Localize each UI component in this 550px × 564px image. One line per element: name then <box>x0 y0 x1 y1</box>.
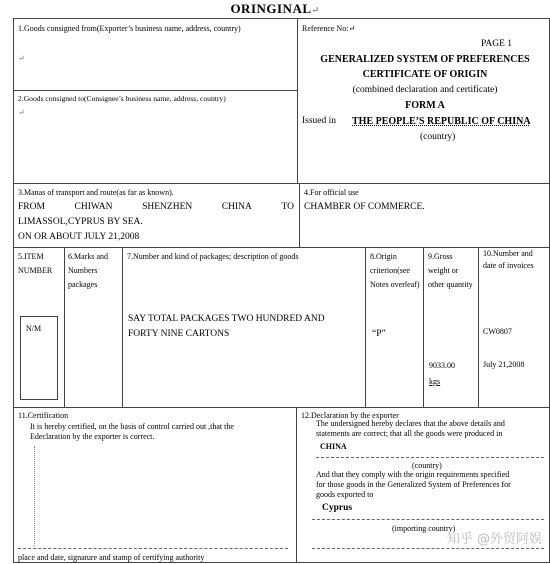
invoice-number: CW0807 <box>483 327 512 336</box>
certificate-subheading: (combined declaration and certificate) <box>352 85 498 95</box>
country-caption-12: (country) <box>412 461 442 470</box>
consignee-label: 2.Goods consigned to(Consignee’s business name, address, country) <box>18 94 226 103</box>
divider <box>478 247 479 407</box>
divider <box>296 407 297 563</box>
item-number-header: 5.ITEM NUMBER <box>18 252 53 275</box>
paragraph-mark: ↵ <box>311 5 320 15</box>
declaration-line-1: The undersigned hereby declares that the above details and <box>316 419 505 428</box>
certification-line-2: Edeclaration by the exporter is correct. <box>30 432 155 441</box>
declaration-line-3: And that they comply with the origin requirements specified <box>316 470 510 479</box>
gross-weight-value: 9033.00 <box>429 361 455 370</box>
description-line-1: SAY TOTAL PACKAGES TWO HUNDRED AND <box>128 314 325 324</box>
issued-in-country: THE PEOPLE’S REPUBLIC OF CHINA <box>352 116 531 127</box>
gsp-heading: GENERALIZED SYSTEM OF PREFERENCES <box>320 54 530 65</box>
certification-footer: place and date, signature and stamp of certifying authority <box>18 553 205 562</box>
route-word: SHENZHEN <box>142 202 193 212</box>
description-line-2: FORTY NINE CARTONS <box>128 329 230 339</box>
certification-signature-line <box>18 548 288 549</box>
divider <box>423 247 424 407</box>
origin-criterion-header: 8.Origin criterion(see Notes overleaf) <box>370 252 420 289</box>
route-word: CHINA <box>221 202 252 212</box>
divider <box>299 183 300 247</box>
importing-country-line <box>312 519 544 520</box>
gross-weight-header: 9.Gross weight or other quantity <box>428 252 473 289</box>
marks-header: 6.Marks and Numbers packages <box>68 252 108 289</box>
route-word: CHIWAN <box>74 202 113 212</box>
divider <box>365 247 366 407</box>
page-number: PAGE 1 <box>481 39 513 49</box>
transport-route-line <box>18 201 294 214</box>
exporter-label: 1.Goods consigned from(Exporter’s business name, address, country) <box>18 24 241 33</box>
reference-no: Reference No:↵ <box>302 24 356 33</box>
transport-label: 3.Manas of transport and route(as far as known). <box>18 188 174 197</box>
transport-date: ON OR ABOUT JULY 21,2008 <box>18 232 140 242</box>
origin-criterion-value: “P” <box>372 329 386 339</box>
declaration-line-2: statements are correct; that all the goods were produced in <box>316 429 503 438</box>
invoice-date: July 21,2008 <box>483 360 525 369</box>
country-line <box>316 457 544 458</box>
gross-weight-unit: kgs <box>429 377 441 386</box>
description-header: 7.Number and kind of packages; description of goods <box>127 252 299 261</box>
divider <box>64 247 65 407</box>
route-word: TO <box>281 202 294 212</box>
certification-label: 11.Certification <box>18 411 69 420</box>
consignee-value: ↵ <box>18 108 25 117</box>
exporter-value: ↵ <box>18 54 25 63</box>
divider <box>122 247 123 407</box>
importing-country-caption: (importing country) <box>392 524 456 533</box>
certification-line-1: It is hereby certified, on the basis of control carried out ,that the <box>30 422 234 431</box>
declaration-line-5: goods exported to <box>316 490 374 499</box>
divider <box>13 247 550 248</box>
marks-value: N/M <box>26 324 42 333</box>
official-use-label: 4.For official use <box>304 188 359 197</box>
importing-country: Cyprus <box>322 503 353 513</box>
issued-in-label: Issued in <box>302 116 337 126</box>
certification-signature-area <box>34 446 35 546</box>
country-caption: (country) <box>420 132 456 142</box>
divider <box>13 90 297 91</box>
divider <box>297 18 298 183</box>
divider <box>13 407 550 408</box>
route-word: FROM <box>18 202 45 212</box>
divider <box>13 183 550 184</box>
watermark-text: 知乎 @外贸阿娱 <box>446 532 542 547</box>
invoice-header: 10.Number and date of invoices <box>483 249 534 270</box>
producing-country: CHINA <box>320 442 347 451</box>
document-title: ORINGINAL↵ <box>230 1 320 16</box>
official-use-value: CHAMBER OF COMMERCE. <box>304 202 425 212</box>
certificate-heading: CERTIFICATE OF ORIGIN <box>362 69 488 80</box>
transport-destination: LIMASSOL,CYPRUS BY SEA. <box>18 217 143 227</box>
exporter-signature-line <box>312 548 544 549</box>
declaration-label: 12.Declaration by the exporter <box>301 411 399 420</box>
declaration-line-4: for those goods in the Generalized System of Preferences for <box>316 480 511 489</box>
form-a-heading: FORM A <box>405 100 445 111</box>
